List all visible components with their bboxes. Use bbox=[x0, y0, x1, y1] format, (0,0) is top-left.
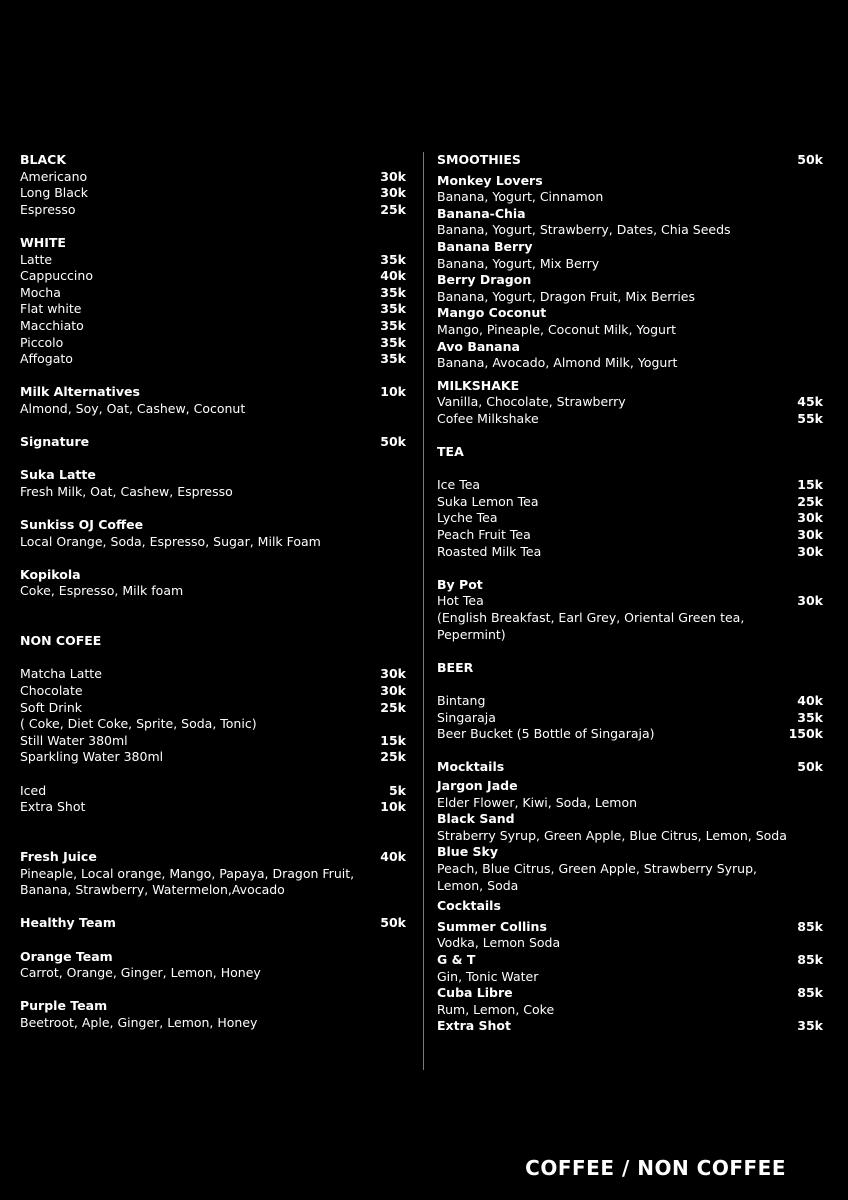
menu-desc: (English Breakfast, Earl Grey, Oriental Green tea, bbox=[437, 610, 745, 626]
menu-desc: Banana, Strawberry, Watermelon,Avocado bbox=[20, 882, 285, 898]
menu-desc: Vodka, Lemon Soda bbox=[437, 935, 561, 951]
menu-desc: ( Coke, Diet Coke, Sprite, Soda, Tonic) bbox=[20, 716, 257, 732]
menu-desc: Elder Flower, Kiwi, Soda, Lemon bbox=[437, 794, 638, 810]
menu-item: Matcha Latte 30k bbox=[20, 666, 406, 682]
menu-item: Flat white 35k bbox=[20, 301, 406, 317]
menu-item: Hot Tea 30k bbox=[437, 593, 823, 609]
purple-team-title: Purple Team bbox=[20, 998, 108, 1014]
menu-desc: Straberry Syrup, Green Apple, Blue Citrus, Lemon, Soda bbox=[437, 827, 787, 843]
menu-desc: Fresh Milk, Oat, Cashew, Espresso bbox=[20, 483, 233, 499]
tea-title: TEA bbox=[437, 444, 464, 460]
menu-item: Still Water 380ml 15k bbox=[20, 732, 406, 748]
cocktail-name: Summer Collins 85k bbox=[437, 918, 823, 934]
milkshake-title: MILKSHAKE bbox=[437, 377, 520, 393]
healthy-team-title: Healthy Team 50k bbox=[20, 915, 406, 931]
menu-item: Macchiato 35k bbox=[20, 317, 406, 333]
menu-desc: Coke, Espresso, Milk foam bbox=[20, 583, 184, 599]
menu-item: Peach Fruit Tea 30k bbox=[437, 527, 823, 543]
menu-item: Cofee Milkshake 55k bbox=[437, 410, 823, 426]
kopikola-title: Kopikola bbox=[20, 566, 81, 582]
footer-title: COFFEE / NON COFFEE bbox=[525, 1156, 786, 1180]
menu-desc: Pineaple, Local orange, Mango, Papaya, Dragon Fruit, bbox=[20, 865, 355, 881]
menu-desc: Banana, Yogurt, Strawberry, Dates, Chia Seeds bbox=[437, 222, 731, 238]
smoothie-name: Banana-Chia bbox=[437, 205, 526, 221]
menu-desc: Pepermint) bbox=[437, 626, 506, 642]
menu-desc: Banana, Yogurt, Mix Berry bbox=[437, 255, 600, 271]
smoothie-name: Banana Berry bbox=[437, 238, 533, 254]
non-cofee-title: NON COFEE bbox=[20, 633, 102, 649]
menu-desc: Rum, Lemon, Coke bbox=[437, 1001, 555, 1017]
menu-desc: Beetroot, Aple, Ginger, Lemon, Honey bbox=[20, 1014, 258, 1030]
menu-item: Soft Drink 25k bbox=[20, 699, 406, 715]
cocktail-name: Cuba Libre 85k bbox=[437, 985, 823, 1001]
by-pot-title: By Pot bbox=[437, 576, 483, 592]
cocktail-name: G & T 85k bbox=[437, 951, 823, 967]
right-column bbox=[437, 152, 823, 1035]
menu-item: Vanilla, Chocolate, Strawberry 45k bbox=[437, 394, 823, 410]
beer-title: BEER bbox=[437, 659, 474, 675]
menu-item: Latte 35k bbox=[20, 251, 406, 267]
fresh-juice-title: Fresh Juice 40k bbox=[20, 848, 406, 864]
column-divider bbox=[423, 152, 424, 1070]
section-white-title: WHITE bbox=[20, 234, 66, 250]
section-black-title: BLACK bbox=[20, 152, 67, 167]
menu-item: Chocolate 30k bbox=[20, 683, 406, 698]
menu-item: Lyche Tea 30k bbox=[437, 510, 823, 526]
orange-team-title: Orange Team bbox=[20, 948, 113, 964]
menu-item: Affogato 35k bbox=[20, 351, 406, 367]
menu-item: Mocha 35k bbox=[20, 284, 406, 300]
menu-item: Bintang 40k bbox=[437, 693, 823, 708]
signature-title: Signature 50k bbox=[20, 434, 406, 450]
smoothie-name: Avo Banana bbox=[437, 338, 520, 354]
menu-item: Americano 30k bbox=[20, 168, 406, 184]
suka-latte-title: Suka Latte bbox=[20, 467, 96, 483]
menu-item: Ice Tea 15k bbox=[437, 477, 823, 493]
menu-desc: Peach, Blue Citrus, Green Apple, Strawberry Syrup, bbox=[437, 860, 758, 876]
menu-desc: Local Orange, Soda, Espresso, Sugar, Milk Foam bbox=[20, 533, 321, 549]
mocktail-name: Jargon Jade bbox=[437, 777, 518, 793]
menu-desc: Mango, Pineaple, Coconut Milk, Yogurt bbox=[437, 321, 677, 337]
menu-desc: Banana, Avocado, Almond Milk, Yogurt bbox=[437, 355, 678, 371]
menu-item: Long Black 30k bbox=[20, 185, 406, 201]
menu-item: Cappuccino 40k bbox=[20, 268, 406, 284]
menu-item: Suka Lemon Tea 25k bbox=[437, 493, 823, 509]
menu-desc: Gin, Tonic Water bbox=[437, 968, 539, 984]
menu-item: Beer Bucket (5 Bottle of Singaraja) 150k bbox=[437, 726, 823, 742]
menu-item: Espresso 25k bbox=[20, 201, 406, 217]
left-column bbox=[20, 152, 406, 1031]
smoothie-name: Mango Coconut bbox=[437, 305, 547, 321]
mocktail-name: Black Sand bbox=[437, 811, 515, 827]
menu-desc: Lemon, Soda bbox=[437, 877, 519, 893]
cocktail-extra-shot: Extra Shot 35k bbox=[437, 1018, 823, 1034]
sunkiss-title: Sunkiss OJ Coffee bbox=[20, 517, 144, 533]
smoothie-name: Monkey Lovers bbox=[437, 172, 543, 188]
mocktail-name: Blue Sky bbox=[437, 844, 499, 860]
menu-item: Iced 5k bbox=[20, 782, 406, 798]
menu-desc: Almond, Soy, Oat, Cashew, Coconut bbox=[20, 400, 246, 416]
cocktails-title: Cocktails bbox=[437, 898, 501, 914]
mocktails-title: Mocktails 50k bbox=[437, 759, 823, 775]
menu-item: Piccolo 35k bbox=[20, 334, 406, 350]
menu-desc: Carrot, Orange, Ginger, Lemon, Honey bbox=[20, 965, 261, 981]
menu-item: Roasted Milk Tea 30k bbox=[437, 543, 823, 559]
menu-desc: Banana, Yogurt, Dragon Fruit, Mix Berries bbox=[437, 288, 696, 304]
milk-alternatives-title: Milk Alternatives 10k bbox=[20, 384, 406, 400]
smoothie-name: Berry Dragon bbox=[437, 272, 532, 288]
menu-item: Extra Shot 10k bbox=[20, 799, 406, 815]
smoothies-title: SMOOTHIES 50k bbox=[437, 152, 823, 167]
menu-item: Singaraja 35k bbox=[437, 709, 823, 725]
menu-desc: Banana, Yogurt, Cinnamon bbox=[437, 189, 604, 205]
menu-item: Sparkling Water 380ml 25k bbox=[20, 749, 406, 765]
